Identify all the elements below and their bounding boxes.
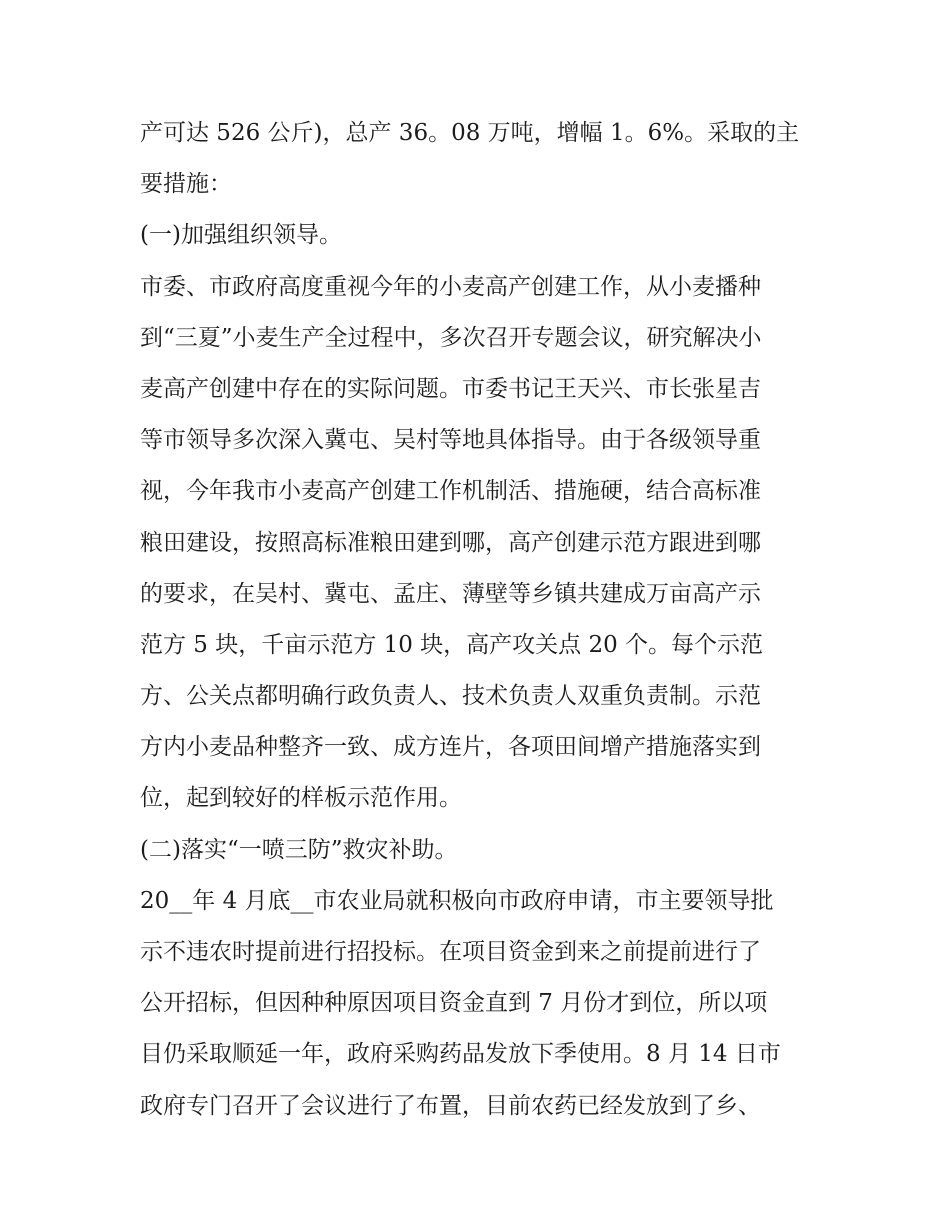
text-line: 要措施： bbox=[140, 171, 232, 198]
text-line: 方、公关点都明确行政负责人、技术负责人双重负责制。示范 bbox=[140, 683, 761, 710]
text-line: 产可达 526 公斤)，总产 36。08 万吨，增幅 1。6%。采取的主 bbox=[140, 120, 800, 146]
text-line: 到“三夏”小麦生产全过程中，多次召开专题会议，研究解决小 bbox=[140, 324, 762, 351]
text-line: 示不违农时提前进行招投标。在项目资金到来之前提前进行了 bbox=[140, 939, 761, 965]
text-line: 市委、市政府高度重视今年的小麦高产创建工作，从小麦播种 bbox=[140, 273, 761, 300]
text-line: 公开招标，但因种种原因项目资金直到 7 月份才到位，所以项 bbox=[140, 990, 768, 1017]
text-line: 视，今年我市小麦高产创建工作机制活、措施硬，结合高标准 bbox=[140, 478, 761, 505]
section-heading: (一)加强组织领导。 bbox=[140, 222, 342, 249]
text-line: 20__年 4 月底__市农业局就积极向市政府申请，市主要领导批 bbox=[140, 887, 774, 914]
section-heading: (二)落实“一喷三防”救灾补助。 bbox=[140, 836, 458, 863]
body-text bbox=[140, 108, 820, 1132]
text-line: 范方 5 块，千亩示范方 10 块，高产攻关点 20 个。每个示范 bbox=[140, 631, 764, 658]
text-line: 方内小麦品种整齐一致、成方连片，各项田间增产措施落实到 bbox=[140, 734, 761, 761]
text-line: 目仍采取顺延一年，政府采购药品发放下季使用。8 月 14 日市 bbox=[140, 1041, 781, 1068]
text-line: 粮田建设，按照高标准粮田建到哪，高产创建示范方跟进到哪 bbox=[140, 529, 761, 556]
text-line: 位，起到较好的样板示范作用。 bbox=[140, 785, 462, 812]
text-line: 的要求，在吴村、冀屯、孟庄、薄壁等乡镇共建成万亩高产示 bbox=[140, 580, 761, 607]
text-line: 等市领导多次深入冀屯、吴村等地具体指导。由于各级领导重 bbox=[140, 427, 761, 454]
text-line: 麦高产创建中存在的实际问题。市委书记王天兴、市长张星吉 bbox=[140, 375, 761, 402]
text-line: 政府专门召开了会议进行了布置，目前农药已经发放到了乡、 bbox=[140, 1092, 761, 1119]
